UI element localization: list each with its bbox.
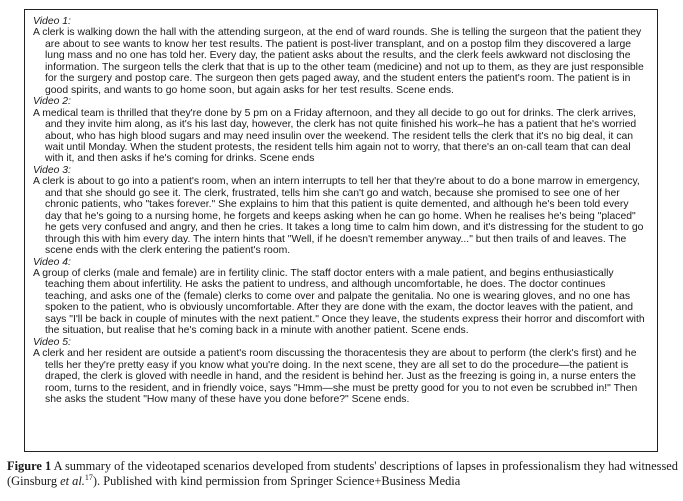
video-5-title: Video 5:	[33, 336, 71, 348]
video-5-block	[33, 337, 648, 406]
video-2-block	[33, 96, 648, 165]
video-4-text: A group of clerks (male and female) are in fertility clinic. The staff doctor enters with a male patient, and begins enthusiastically teaching them about infertility. He asks the patient to undress, and although uncomfortable, he does. The doctor continues teaching, and asks one of the (female) clerks to come over and palpate the genitalia. No one is wearing gloves, and no one has spoken to the patient, who is obviously uncomfortable. After they are done with the exam, the doctor leaves with the patient, and says "I'll be back in couple of minutes with the next patient." Once they leave, the students express their horror and discomfort with the situation, but realise that he's coming back in a minute with another patient. Scene ends.	[33, 267, 645, 337]
video-3-block	[33, 165, 648, 257]
caption-text-after: ). Published with kind permission from Springer Science+Business Media	[92, 473, 461, 488]
figure-label: Figure 1	[7, 459, 52, 473]
video-4-title: Video 4:	[33, 256, 71, 268]
video-4-block	[33, 257, 648, 337]
video-3-title: Video 3:	[33, 164, 71, 176]
video-3-text: A clerk is about to go into a patient's room, when an intern interrupts to tell her that they're about to do a bone marrow in emergency, and that she should go see it. The clerk, frustrated, tells him she can't go and watch, because she promised to see one of her chronic patients, who "takes forever." She explains to him that this patient is quite demented, and although he's been told every day that he's going to a nursing home, he forgets and keeps asking when he can go home. When he realises he's being "placed" he gets very confused and angry, and then he cries. It takes a long time to calm him down, and it's distressing for the student to go through this with him every day. The intern hints that "Well, if he doesn't remember anyway..." but then trails of and leaves. The scene ends with the clerk entering the patient's room.	[33, 176, 644, 257]
video-1-title: Video 1:	[33, 16, 71, 27]
caption-reference: 17	[84, 472, 93, 482]
video-5-text: A clerk and her resident are outside a patient's room discussing the thoracentesis they are about to perform (the clerk's first) and he tells her they're pretty easy if you know what you're doing. In the next scene, they are all set to do the procedure—the patient is draped, the clerk is gloved with needle in hand, and the resident is behind her. Just as the freezing is going in, a nurse enters the room, turns to the resident, and in friendly voice, says "Hmm—she must be pretty good for you to not even be scrubbed in!" Then she asks the student "How many of these have you done before?" Scene ends.	[33, 348, 638, 405]
caption-text-before: A summary of the videotaped scenarios developed from students' descriptions of lapses in professionalism they had witnessed (Ginsburg	[7, 459, 678, 488]
video-1-text: A clerk is walking down the hall with the attending surgeon, at the end of ward rounds. She is telling the surgeon that the patient they are about to see wants to know her test results. The patient is post-liver transplant, and on a postop film they discovered a large lung mass and no one has told her. Every day, the patient asks about the results, and the clerk feels awkward not disclosing the information. The surgeon tells the clerk that that is up to the other team (medicine) and not up to them, as they are just responsible for the surgery and postop care. The surgeon then gets paged away, and the student enters the patient's room. The patient is in good spirits, and wants to go home soon, but again asks for her test results. Scene ends.	[33, 27, 644, 96]
figure-caption	[7, 459, 679, 488]
video-2-text: A medical team is thrilled that they're done by 5 pm on a Friday afternoon, and they all decide to go out for drinks. The clerk arrives, and they invite him along, as it's his last day, however, the clerk has not quite finished his work–he has a patient that he's worried about, who has high blood sugars and may need insulin over the weekend. The resident tells the clerk that it's no big deal, it can wait until Monday. When the student protests, the resident tells him again not to worry, that there's an on-call team that can deal with it, and then asks if he's coming for drinks. Scene ends	[33, 107, 637, 165]
video-2-title: Video 2:	[33, 96, 71, 108]
caption-et-al: et al.	[60, 473, 85, 488]
scenario-summary-box	[24, 9, 658, 452]
video-1-block	[33, 16, 648, 96]
